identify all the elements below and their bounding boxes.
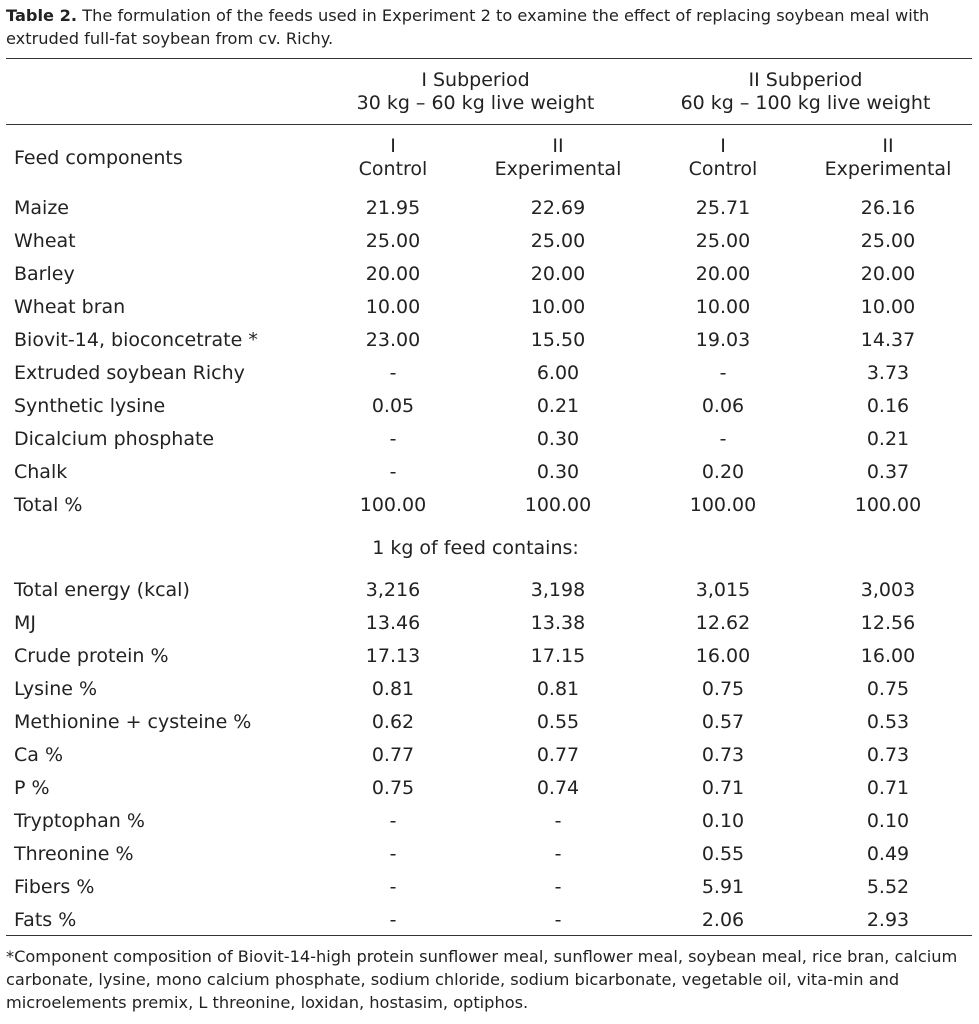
table-cell: 100.00 — [854, 494, 922, 516]
table-cell: 3,198 — [530, 579, 586, 601]
table-cell: 0.49 — [866, 843, 910, 865]
table-cell: - — [719, 362, 727, 384]
table-number: Table 2. — [6, 6, 78, 25]
table-cell: - — [554, 909, 562, 931]
table-cell: - — [389, 909, 397, 931]
row-label: Ca % — [14, 744, 64, 766]
column-header-roman: I — [390, 135, 396, 157]
column-header-name: Control — [688, 158, 758, 180]
table-cell: 100.00 — [359, 494, 427, 516]
table-cell: 0.73 — [866, 744, 910, 766]
table-cell: 26.16 — [860, 197, 916, 219]
row-label: Crude protein % — [14, 645, 169, 667]
table-cell: 0.57 — [701, 711, 745, 733]
table-cell: 20.00 — [860, 263, 916, 285]
table-cell: 25.00 — [860, 230, 916, 252]
subperiod-2-header — [643, 69, 968, 115]
table-cell: - — [389, 362, 397, 384]
table-cell: 3,216 — [365, 579, 421, 601]
row-label: Threonine % — [14, 843, 134, 865]
table-cell: 10.00 — [530, 296, 586, 318]
table-cell: 0.77 — [371, 744, 415, 766]
table-cell: 0.62 — [371, 711, 415, 733]
table-cell: 0.21 — [536, 395, 580, 417]
table-cell: 25.00 — [530, 230, 586, 252]
table-cell: 0.53 — [866, 711, 910, 733]
table-cell: 15.50 — [530, 329, 586, 351]
subperiod-1-title: I Subperiod — [421, 69, 530, 91]
table-cell: 6.00 — [536, 362, 580, 384]
table-footnote: *Component composition of Biovit-14-high protein sunflower meal, sunflower meal, soybean meal, rice bran, calcium carbonate, lysine, mono calcium phosphate, sodium chloride, sodium bicarbonate, vegetable oil, vita-min and microelements premix, L threonine, loxidan, hostasim, optiphos. — [6, 947, 958, 1012]
table-cell: 0.30 — [536, 428, 580, 450]
table-cell: - — [719, 428, 727, 450]
table-cell: 16.00 — [695, 645, 751, 667]
table-cell: 20.00 — [365, 263, 421, 285]
table-cell: 0.77 — [536, 744, 580, 766]
row-label: Methionine + cysteine % — [14, 711, 252, 733]
table-cell: 5.52 — [866, 876, 910, 898]
table-cell: 3,015 — [695, 579, 751, 601]
column-header-2 — [478, 135, 638, 181]
table-cell: 5.91 — [701, 876, 745, 898]
table-cell: 0.75 — [701, 678, 745, 700]
section-label: 1 kg of feed contains: — [372, 537, 579, 559]
table-cell: 0.74 — [536, 777, 580, 799]
column-header-roman: I — [720, 135, 726, 157]
table-cell: 14.37 — [860, 329, 916, 351]
table-cell: 3,003 — [860, 579, 916, 601]
table-cell: 100.00 — [524, 494, 592, 516]
table-cell: 16.00 — [860, 645, 916, 667]
subperiod-1-header — [313, 69, 638, 115]
table-cell: 10.00 — [695, 296, 751, 318]
row-label: Total energy (kcal) — [14, 579, 190, 601]
table-cell: 12.56 — [860, 612, 916, 634]
column-header-name: Control — [358, 158, 428, 180]
table-cell: 17.15 — [530, 645, 586, 667]
column-header-roman: II — [552, 135, 564, 157]
table-cell: 17.13 — [365, 645, 421, 667]
row-label: Fats % — [14, 909, 77, 931]
table-cell: 20.00 — [530, 263, 586, 285]
table-cell: - — [389, 810, 397, 832]
table-cell: - — [389, 461, 397, 483]
table-cell: 0.21 — [866, 428, 910, 450]
column-header-roman: II — [882, 135, 894, 157]
column-header-4 — [808, 135, 968, 181]
table-cell: - — [389, 428, 397, 450]
row-label: Wheat bran — [14, 296, 126, 318]
column-header-name: Experimental — [824, 158, 952, 180]
subperiod-2-weight: 60 kg – 100 kg live weight — [680, 92, 931, 114]
table-cell: 0.16 — [866, 395, 910, 417]
caption-text: The formulation of the feeds used in Experiment 2 to examine the effect of replacing soybean meal with extruded full-fat soybean from cv. Richy. — [6, 6, 930, 48]
table-caption — [6, 4, 974, 50]
table-cell: 0.75 — [866, 678, 910, 700]
feed-components-header: Feed components — [14, 147, 183, 169]
table-cell: 0.55 — [701, 843, 745, 865]
table-cell: 20.00 — [695, 263, 751, 285]
table-cell: 19.03 — [695, 329, 751, 351]
table-cell: 0.55 — [536, 711, 580, 733]
table-cell: 0.37 — [866, 461, 910, 483]
row-label: Lysine % — [14, 678, 98, 700]
row-label: Chalk — [14, 461, 68, 483]
table-cell: 23.00 — [365, 329, 421, 351]
subperiod-2-title: II Subperiod — [748, 69, 863, 91]
column-header-3 — [643, 135, 803, 181]
table-cell: 0.73 — [701, 744, 745, 766]
table-cell: 25.00 — [365, 230, 421, 252]
table-cell: 0.81 — [371, 678, 415, 700]
table-cell: - — [389, 843, 397, 865]
table-cell: - — [554, 876, 562, 898]
row-label: Synthetic lysine — [14, 395, 166, 417]
row-label: Wheat — [14, 230, 76, 252]
table-cell: 0.71 — [701, 777, 745, 799]
table-cell: 25.00 — [695, 230, 751, 252]
row-label: MJ — [14, 612, 36, 634]
row-label: Tryptophan % — [14, 810, 145, 832]
table-cell: - — [389, 876, 397, 898]
header-rule — [6, 124, 972, 125]
table-cell: 22.69 — [530, 197, 586, 219]
table-cell: 2.06 — [701, 909, 745, 931]
table-cell: 0.75 — [371, 777, 415, 799]
top-rule — [6, 58, 972, 59]
table-cell: 2.93 — [866, 909, 910, 931]
table-cell: 13.46 — [365, 612, 421, 634]
row-label: Maize — [14, 197, 69, 219]
table-cell: 0.81 — [536, 678, 580, 700]
table-cell: 10.00 — [860, 296, 916, 318]
table-cell: 0.05 — [371, 395, 415, 417]
table-cell: - — [554, 843, 562, 865]
table-cell: 0.06 — [701, 395, 745, 417]
table-cell: - — [554, 810, 562, 832]
table-cell: 12.62 — [695, 612, 751, 634]
row-label: Dicalcium phosphate — [14, 428, 215, 450]
table-cell: 0.71 — [866, 777, 910, 799]
row-label: Biovit-14, bioconcetrate * — [14, 329, 258, 351]
row-label: P % — [14, 777, 50, 799]
table-cell: 13.38 — [530, 612, 586, 634]
table-cell: 10.00 — [365, 296, 421, 318]
row-label: Extruded soybean Richy — [14, 362, 245, 384]
table-cell: 100.00 — [689, 494, 757, 516]
table-cell: 0.20 — [701, 461, 745, 483]
row-label: Total % — [14, 494, 83, 516]
table-cell: 0.10 — [866, 810, 910, 832]
row-label: Barley — [14, 263, 75, 285]
bottom-rule — [6, 935, 972, 936]
table-cell: 3.73 — [866, 362, 910, 384]
subperiod-1-weight: 30 kg – 60 kg live weight — [356, 92, 595, 114]
row-label: Fibers % — [14, 876, 95, 898]
table-cell: 0.30 — [536, 461, 580, 483]
table-cell: 21.95 — [365, 197, 421, 219]
table-cell: 25.71 — [695, 197, 751, 219]
table-cell: 0.10 — [701, 810, 745, 832]
column-header-name: Experimental — [494, 158, 622, 180]
column-header-1 — [313, 135, 473, 181]
